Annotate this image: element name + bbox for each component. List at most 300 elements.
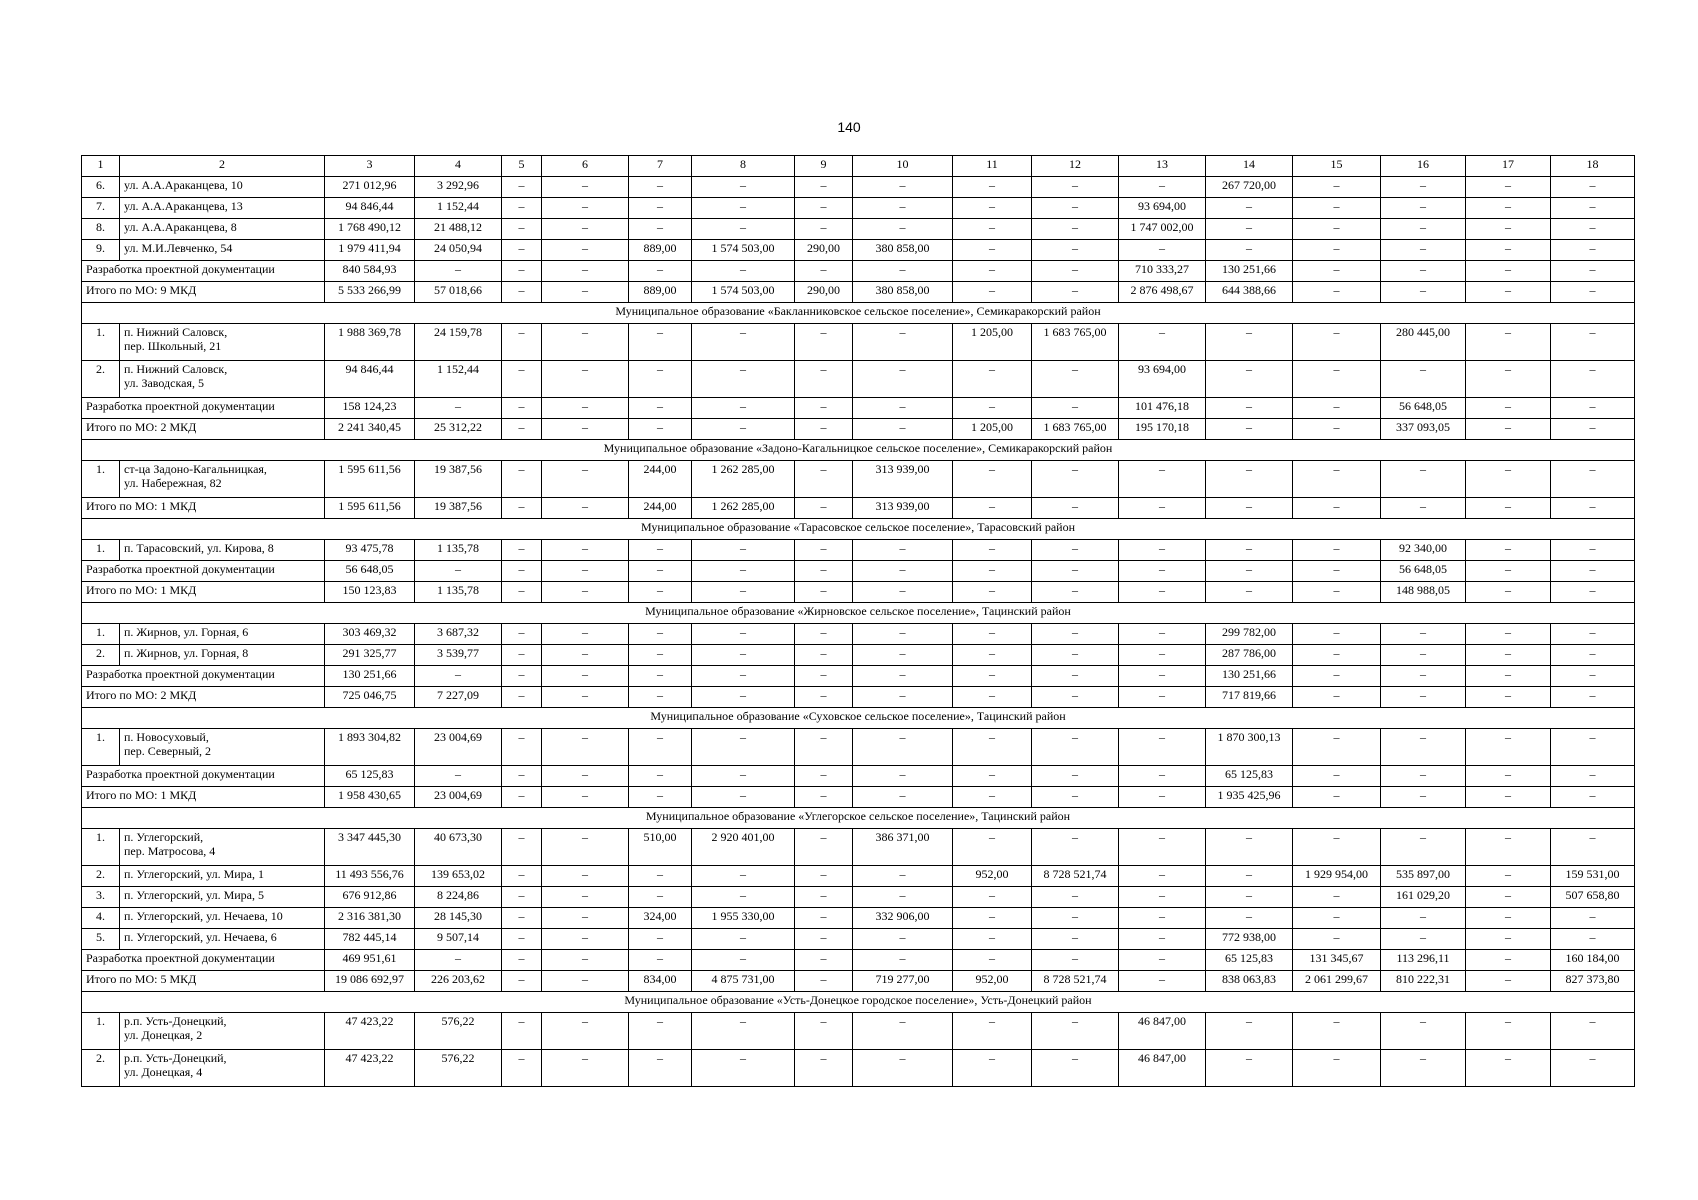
value-cell: – <box>1466 198 1551 219</box>
value-cell: 1 135,78 <box>415 540 502 561</box>
value-cell: – <box>502 766 542 787</box>
value-cell: – <box>629 950 692 971</box>
value-cell: 130 251,66 <box>325 666 415 687</box>
value-cell: – <box>1293 887 1381 908</box>
value-cell: – <box>629 729 692 766</box>
value-cell: – <box>853 887 953 908</box>
value-cell: – <box>1466 419 1551 440</box>
address-cell <box>120 198 325 219</box>
value-cell: – <box>542 324 629 361</box>
value-cell: 47 423,22 <box>325 1050 415 1087</box>
value-cell: – <box>502 561 542 582</box>
municipality-section-row <box>82 808 1635 829</box>
value-cell: 889,00 <box>629 240 692 261</box>
value-cell: – <box>795 177 853 198</box>
value-cell: – <box>1032 361 1119 398</box>
value-cell: – <box>795 929 853 950</box>
value-cell: 324,00 <box>629 908 692 929</box>
row-number: 7. <box>82 198 120 219</box>
municipality-title: Муниципальное образование «Тарасовское сельское поселение», Тарасовский район <box>82 519 1635 540</box>
value-cell: 1 683 765,00 <box>1032 324 1119 361</box>
row-number: 5. <box>82 929 120 950</box>
value-cell: – <box>1466 540 1551 561</box>
value-cell: – <box>853 361 953 398</box>
municipality-section-row <box>82 708 1635 729</box>
value-cell: 244,00 <box>629 498 692 519</box>
value-cell: – <box>692 787 795 808</box>
value-cell: – <box>1551 624 1635 645</box>
value-cell: – <box>692 729 795 766</box>
address-line: п. Углегорский, ул. Нечаева, 6 <box>124 930 277 944</box>
value-cell: 313 939,00 <box>853 498 953 519</box>
value-cell: – <box>953 461 1032 498</box>
value-cell: – <box>1466 361 1551 398</box>
value-cell: 469 951,61 <box>325 950 415 971</box>
value-cell: – <box>853 950 953 971</box>
value-cell: – <box>1119 787 1206 808</box>
value-cell: – <box>629 177 692 198</box>
table-row <box>82 324 1635 361</box>
value-cell: 1 152,44 <box>415 361 502 398</box>
table-row <box>82 219 1635 240</box>
value-cell: – <box>502 324 542 361</box>
value-cell: – <box>692 687 795 708</box>
value-cell: 23 004,69 <box>415 787 502 808</box>
column-header-cell: 2 <box>120 156 325 177</box>
value-cell: – <box>629 645 692 666</box>
value-cell: – <box>1293 261 1381 282</box>
value-cell: 1 574 503,00 <box>692 282 795 303</box>
value-cell: – <box>853 261 953 282</box>
value-cell: 130 251,66 <box>1206 261 1293 282</box>
value-cell: – <box>853 198 953 219</box>
address-line: ул. А.А.Араканцева, 10 <box>124 178 243 192</box>
value-cell: 1 768 490,12 <box>325 219 415 240</box>
value-cell: – <box>542 908 629 929</box>
value-cell: – <box>953 361 1032 398</box>
value-cell: – <box>1466 582 1551 603</box>
value-cell: 46 847,00 <box>1119 1050 1206 1087</box>
summary-row <box>82 766 1635 787</box>
address-line: п. Жирнов, ул. Горная, 6 <box>124 625 249 639</box>
value-cell: – <box>853 766 953 787</box>
value-cell: – <box>1551 177 1635 198</box>
value-cell: – <box>1551 929 1635 950</box>
value-cell: – <box>692 1050 795 1087</box>
value-cell: – <box>542 261 629 282</box>
value-cell: – <box>1032 887 1119 908</box>
table-row <box>82 729 1635 766</box>
value-cell: 1 262 285,00 <box>692 498 795 519</box>
value-cell: – <box>953 498 1032 519</box>
value-cell: – <box>542 766 629 787</box>
value-cell: – <box>1551 1013 1635 1050</box>
value-cell: 5 533 266,99 <box>325 282 415 303</box>
municipality-title: Муниципальное образование «Бакланниковское сельское поселение», Семикаракорский район <box>82 303 1635 324</box>
row-number: 2. <box>82 361 120 398</box>
value-cell: – <box>629 929 692 950</box>
column-header-cell: 9 <box>795 156 853 177</box>
value-cell: – <box>415 261 502 282</box>
address-cell <box>120 887 325 908</box>
value-cell: 8 728 521,74 <box>1032 866 1119 887</box>
value-cell: – <box>542 561 629 582</box>
summary-label: Разработка проектной документации <box>82 561 325 582</box>
value-cell: – <box>1551 361 1635 398</box>
value-cell: – <box>502 361 542 398</box>
value-cell: – <box>502 866 542 887</box>
value-cell: – <box>953 561 1032 582</box>
value-cell: 148 988,05 <box>1381 582 1466 603</box>
summary-row <box>82 582 1635 603</box>
value-cell: – <box>1119 887 1206 908</box>
value-cell: 57 018,66 <box>415 282 502 303</box>
value-cell: 676 912,86 <box>325 887 415 908</box>
value-cell: – <box>795 1013 853 1050</box>
column-header-cell: 3 <box>325 156 415 177</box>
value-cell: 507 658,80 <box>1551 887 1635 908</box>
value-cell: 3 539,77 <box>415 645 502 666</box>
value-cell: 644 388,66 <box>1206 282 1293 303</box>
value-cell: – <box>953 219 1032 240</box>
value-cell: – <box>953 624 1032 645</box>
value-cell: – <box>629 866 692 887</box>
value-cell: 271 012,96 <box>325 177 415 198</box>
value-cell: – <box>1551 282 1635 303</box>
address-line: п. Нижний Саловск, <box>124 325 228 339</box>
value-cell: – <box>1381 461 1466 498</box>
table-row <box>82 198 1635 219</box>
value-cell: 386 371,00 <box>853 829 953 866</box>
value-cell: – <box>542 219 629 240</box>
value-cell: – <box>502 219 542 240</box>
value-cell: 9 507,14 <box>415 929 502 950</box>
table-row <box>82 361 1635 398</box>
address-cell <box>120 324 325 361</box>
value-cell: – <box>1032 908 1119 929</box>
value-cell: – <box>542 540 629 561</box>
summary-row <box>82 787 1635 808</box>
value-cell: – <box>1466 666 1551 687</box>
column-header-cell: 11 <box>953 156 1032 177</box>
summary-row <box>82 282 1635 303</box>
value-cell: 1 574 503,00 <box>692 240 795 261</box>
value-cell: – <box>629 582 692 603</box>
value-cell: – <box>853 1050 953 1087</box>
value-cell: – <box>692 929 795 950</box>
value-cell: – <box>1381 829 1466 866</box>
address-line: п. Углегорский, ул. Мира, 1 <box>124 867 264 881</box>
value-cell: – <box>1206 908 1293 929</box>
column-header-cell: 5 <box>502 156 542 177</box>
address-line: п. Новосуховый, <box>124 730 209 744</box>
value-cell: – <box>1293 1013 1381 1050</box>
summary-label: Итого по МО: 1 МКД <box>82 498 325 519</box>
value-cell: – <box>1293 666 1381 687</box>
value-cell: – <box>502 1013 542 1050</box>
address-line: ул. Донецкая, 4 <box>124 1065 203 1079</box>
value-cell: – <box>542 787 629 808</box>
value-cell: 1 979 411,94 <box>325 240 415 261</box>
value-cell: 834,00 <box>629 971 692 992</box>
value-cell: – <box>953 887 1032 908</box>
row-number: 2. <box>82 1050 120 1087</box>
value-cell: 303 469,32 <box>325 624 415 645</box>
value-cell: – <box>1119 950 1206 971</box>
value-cell: – <box>953 177 1032 198</box>
value-cell: – <box>795 766 853 787</box>
municipality-title: Муниципальное образование «Суховское сельское поселение», Тацинский район <box>82 708 1635 729</box>
value-cell: – <box>1206 498 1293 519</box>
value-cell: – <box>1032 950 1119 971</box>
summary-row <box>82 261 1635 282</box>
address-line: п. Жирнов, ул. Горная, 8 <box>124 646 249 660</box>
value-cell: 158 124,23 <box>325 398 415 419</box>
value-cell: – <box>1032 582 1119 603</box>
value-cell: – <box>1119 561 1206 582</box>
value-cell: – <box>1293 561 1381 582</box>
address-cell <box>120 1050 325 1087</box>
value-cell: – <box>795 787 853 808</box>
value-cell: – <box>542 177 629 198</box>
value-cell: – <box>1551 261 1635 282</box>
value-cell: – <box>542 971 629 992</box>
value-cell: 1 955 330,00 <box>692 908 795 929</box>
value-cell: 21 488,12 <box>415 219 502 240</box>
value-cell: 4 875 731,00 <box>692 971 795 992</box>
value-cell: – <box>1293 498 1381 519</box>
table-row <box>82 177 1635 198</box>
value-cell: – <box>1032 645 1119 666</box>
value-cell: – <box>1466 766 1551 787</box>
value-cell: – <box>795 361 853 398</box>
value-cell: 1 683 765,00 <box>1032 419 1119 440</box>
value-cell: – <box>1551 198 1635 219</box>
value-cell: 1 205,00 <box>953 324 1032 361</box>
value-cell: 717 819,66 <box>1206 687 1293 708</box>
value-cell: – <box>1551 324 1635 361</box>
address-cell <box>120 929 325 950</box>
value-cell: 25 312,22 <box>415 419 502 440</box>
value-cell: – <box>629 198 692 219</box>
value-cell: 92 340,00 <box>1381 540 1466 561</box>
value-cell: – <box>1032 261 1119 282</box>
value-cell: – <box>502 582 542 603</box>
value-cell: – <box>629 261 692 282</box>
value-cell: 1 958 430,65 <box>325 787 415 808</box>
value-cell: – <box>502 666 542 687</box>
value-cell: – <box>1293 324 1381 361</box>
table-row <box>82 624 1635 645</box>
value-cell: – <box>542 645 629 666</box>
value-cell: – <box>1381 687 1466 708</box>
value-cell: – <box>1551 240 1635 261</box>
summary-label: Итого по МО: 9 МКД <box>82 282 325 303</box>
table-row <box>82 1050 1635 1087</box>
address-line: п. Нижний Саловск, <box>124 362 228 376</box>
address-line: р.п. Усть-Донецкий, <box>124 1014 227 1028</box>
column-header-cell: 6 <box>542 156 629 177</box>
address-line: ул. А.А.Араканцева, 13 <box>124 199 243 213</box>
column-header-cell: 7 <box>629 156 692 177</box>
value-cell: – <box>1119 624 1206 645</box>
value-cell: – <box>795 461 853 498</box>
value-cell: – <box>1293 687 1381 708</box>
value-cell: 40 673,30 <box>415 829 502 866</box>
value-cell: – <box>1206 829 1293 866</box>
summary-row <box>82 971 1635 992</box>
value-cell: 1 929 954,00 <box>1293 866 1381 887</box>
row-number: 6. <box>82 177 120 198</box>
value-cell: – <box>853 540 953 561</box>
value-cell: – <box>629 398 692 419</box>
address-cell <box>120 729 325 766</box>
value-cell: – <box>1551 687 1635 708</box>
value-cell: 130 251,66 <box>1206 666 1293 687</box>
value-cell: 380 858,00 <box>853 282 953 303</box>
value-cell: – <box>692 540 795 561</box>
value-cell: 65 125,83 <box>1206 950 1293 971</box>
value-cell: – <box>1206 582 1293 603</box>
value-cell: – <box>1032 1050 1119 1087</box>
value-cell: – <box>1466 729 1551 766</box>
value-cell: 28 145,30 <box>415 908 502 929</box>
value-cell: – <box>1119 729 1206 766</box>
value-cell: 46 847,00 <box>1119 1013 1206 1050</box>
value-cell: – <box>502 787 542 808</box>
value-cell: 56 648,05 <box>1381 561 1466 582</box>
value-cell: – <box>795 219 853 240</box>
value-cell: – <box>1381 908 1466 929</box>
column-header-cell: 4 <box>415 156 502 177</box>
value-cell: – <box>692 361 795 398</box>
value-cell: – <box>1032 561 1119 582</box>
value-cell: – <box>1032 198 1119 219</box>
value-cell: – <box>853 866 953 887</box>
value-cell: 19 387,56 <box>415 498 502 519</box>
value-cell: – <box>1551 787 1635 808</box>
capital-repair-table <box>81 155 1635 1087</box>
value-cell: – <box>692 624 795 645</box>
value-cell: – <box>853 729 953 766</box>
value-cell: – <box>1119 829 1206 866</box>
value-cell: – <box>1032 929 1119 950</box>
value-cell: – <box>502 282 542 303</box>
summary-row <box>82 687 1635 708</box>
value-cell: – <box>1381 261 1466 282</box>
value-cell: 952,00 <box>953 866 1032 887</box>
value-cell: – <box>1466 219 1551 240</box>
value-cell: – <box>1119 766 1206 787</box>
column-header-cell: 10 <box>853 156 953 177</box>
value-cell: – <box>953 540 1032 561</box>
value-cell: – <box>1466 687 1551 708</box>
value-cell: 535 897,00 <box>1381 866 1466 887</box>
value-cell: – <box>692 666 795 687</box>
value-cell: – <box>542 198 629 219</box>
summary-label: Итого по МО: 5 МКД <box>82 971 325 992</box>
value-cell: – <box>1293 398 1381 419</box>
value-cell: – <box>502 261 542 282</box>
value-cell: – <box>629 666 692 687</box>
value-cell: – <box>1293 361 1381 398</box>
value-cell: 23 004,69 <box>415 729 502 766</box>
value-cell: – <box>1551 561 1635 582</box>
column-header-cell: 18 <box>1551 156 1635 177</box>
value-cell: 8 224,86 <box>415 887 502 908</box>
value-cell: – <box>953 198 1032 219</box>
value-cell: – <box>1293 1050 1381 1087</box>
address-line: ст-ца Задоно-Кагальницкая, <box>124 462 267 476</box>
address-cell <box>120 361 325 398</box>
value-cell: – <box>795 624 853 645</box>
value-cell: – <box>629 361 692 398</box>
value-cell: – <box>1032 219 1119 240</box>
value-cell: – <box>953 908 1032 929</box>
value-cell: 291 325,77 <box>325 645 415 666</box>
value-cell: – <box>1293 177 1381 198</box>
row-number: 2. <box>82 645 120 666</box>
address-line: ул. Донецкая, 2 <box>124 1028 203 1042</box>
value-cell: 11 493 556,76 <box>325 866 415 887</box>
value-cell: 810 222,31 <box>1381 971 1466 992</box>
value-cell: – <box>542 929 629 950</box>
value-cell: – <box>795 645 853 666</box>
municipality-section-row <box>82 303 1635 324</box>
value-cell: – <box>542 282 629 303</box>
value-cell: – <box>1293 219 1381 240</box>
value-cell: – <box>692 866 795 887</box>
row-number: 1. <box>82 729 120 766</box>
column-header-cell: 17 <box>1466 156 1551 177</box>
address-line: п. Тарасовский, ул. Кирова, 8 <box>124 541 274 555</box>
value-cell: – <box>1032 666 1119 687</box>
value-cell: – <box>1293 829 1381 866</box>
value-cell: – <box>1119 645 1206 666</box>
value-cell: – <box>795 398 853 419</box>
value-cell: – <box>795 198 853 219</box>
value-cell: – <box>1466 240 1551 261</box>
value-cell: – <box>853 561 953 582</box>
value-cell: 719 277,00 <box>853 971 953 992</box>
value-cell: 1 262 285,00 <box>692 461 795 498</box>
value-cell: 7 227,09 <box>415 687 502 708</box>
value-cell: – <box>502 461 542 498</box>
value-cell: 1 988 369,78 <box>325 324 415 361</box>
row-number: 2. <box>82 866 120 887</box>
value-cell: – <box>1551 666 1635 687</box>
value-cell: – <box>1293 908 1381 929</box>
value-cell: – <box>502 687 542 708</box>
summary-row <box>82 950 1635 971</box>
value-cell: – <box>1381 645 1466 666</box>
value-cell: 838 063,83 <box>1206 971 1293 992</box>
value-cell: 772 938,00 <box>1206 929 1293 950</box>
value-cell: – <box>853 177 953 198</box>
table-row <box>82 540 1635 561</box>
column-header-cell: 12 <box>1032 156 1119 177</box>
value-cell: 299 782,00 <box>1206 624 1293 645</box>
value-cell: – <box>502 240 542 261</box>
value-cell: 380 858,00 <box>853 240 953 261</box>
address-cell <box>120 1013 325 1050</box>
municipality-section-row <box>82 440 1635 461</box>
value-cell: – <box>1381 666 1466 687</box>
value-cell: 710 333,27 <box>1119 261 1206 282</box>
value-cell: 889,00 <box>629 282 692 303</box>
value-cell: – <box>629 419 692 440</box>
value-cell: – <box>415 561 502 582</box>
